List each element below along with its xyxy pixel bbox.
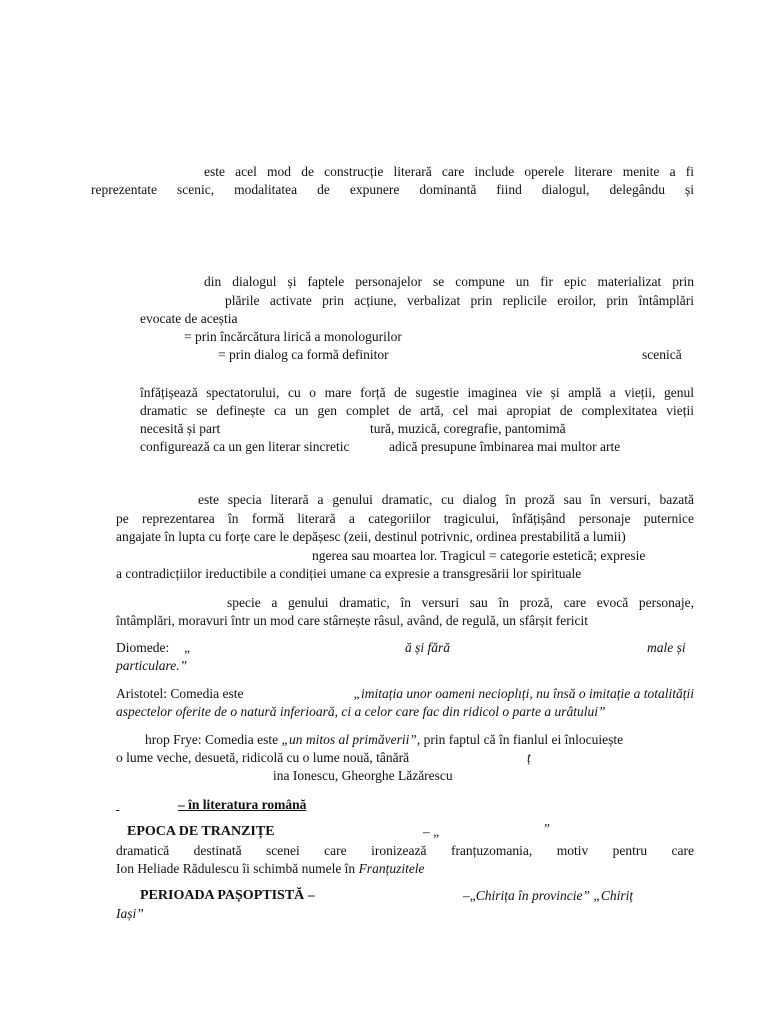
epoca-title: EPOCA DE TRANZIȚE [127,824,275,839]
aristotel-lead: Aristotel: Comedia este [116,686,244,701]
frye-line-3: ina Ionescu, Gheorghe Lăzărescu [273,768,453,783]
epoca-work-title: Franțuzitele [358,861,425,876]
heading-text: – în literatura română [178,797,307,812]
pasoptista-line-2: Iași” [116,906,144,921]
pasoptista-mid: –„ [463,888,476,903]
intro-line-2: reprezentate scenic, modalitatea de expunere dominantă fiind dialogul, delegându și [91,182,694,197]
epoca-line-3 [116,860,425,877]
features-line-4: = prin încărcătura lirică a monologurilor [184,329,402,344]
section-heading [116,796,306,813]
epoca-dash: – „ [423,824,440,839]
aristotel-quote: „imitația unor oameni necioplıți, nu însă o imitație a totalității [353,686,694,701]
art-line-3a: necesită și part [140,421,221,436]
pasoptista-work-1: Chirița în provincie [475,888,583,903]
frye-lead: hrop Frye: Comedia este [145,732,279,747]
art-line-4a: configurează ca un gen literar sincretic [140,439,350,454]
art-line-1: înfățișează spectatorului, cu o mare forță de sugestie imaginea vie și amplă a vieții, genul [140,385,694,400]
comedy-line-2: întâmplări, moravuri într un mod care stârnește râsul, având, de regulă, un sfârșit fericit [116,613,588,628]
art-line-2: dramatic se definește ca un gen complet de artă, cel mai apropiat de complexitatea vieții [140,403,694,418]
tragedy-line-4: ngerea sau moartea lor. Tragicul = categorie estetică; expresie [312,548,646,563]
frye-rest: , prin faptul că în fianlul ei înlocuiește [416,732,624,747]
frye-line-1 [145,731,623,748]
pasoptista-work-2: Chiriț [600,888,634,903]
diomede-quote-open: „ [184,640,192,655]
pasoptista-sep: ” „ [582,888,601,903]
aristotel-line-1 [116,685,694,702]
features-line-5-end: scenică [642,347,682,362]
epoca-line-3-text: Ion Heliade Rădulescu îi schimbă numele în [116,861,356,876]
tragedy-line-5: a contradicțiilor ireductibile a condiției umane ca expresie a transgresării lor spirituale [116,566,582,581]
art-line-4b: adică presupune îmbinarea mai multor arte [389,439,621,454]
epoca-line-2: dramatică destinată scenei care ironizează franțuzomania, motiv pentru care [116,843,694,858]
diomede-fragment-1: ă și fără [405,640,451,655]
tragedy-line-1: este specia literară a genului dramatic, cu dialog în proză sau în versuri, bazată [198,492,694,507]
tragedy-line-2: pe reprezentarea în formă literară a categoriilor tragicului, înfățișând personaje puternice [116,511,694,526]
diomede-name: Diomede: [116,640,170,655]
aristotel-line-2: aspectelor oferite de o natură inferioară, ci a celor care fac din ridicol o parte a urâtului” [116,704,606,719]
heading-underline-blank [116,796,178,813]
diomede-fragment-2: male și [647,640,686,655]
art-line-3b: tură, muzică, coregrafie, pantomimă [370,421,566,436]
diomede-line-2: particulare.” [116,658,188,673]
features-line-3: evocate de aceștia [140,311,238,326]
intro-line-1: este acel mod de construcție literară care include operele literare menite a fi [204,164,694,179]
features-line-5: = prin dialog ca formă definitor [218,347,389,362]
pasoptista-works [463,887,633,904]
tragedy-line-3: angajate în lupta cu forțe care le depășesc (zeii, destinul potrivnic, ordinea prestabilită a lumii) [116,529,626,544]
comedy-line-1: specie a genului dramatic, în versuri sau în proză, care evocă personaje, [227,595,694,610]
epoca-quote-close: ” [544,821,550,836]
features-line-1: din dialogul și faptele personajelor se compune un fir epic materializat prin [204,274,694,289]
features-line-2: plările activate prin acțiune, verbalizat prin replicile eroilor, prin întâmplări [225,293,694,308]
frye-line-2: o lume veche, desuetă, ridicolă cu o lume nouă, tânără [116,750,410,765]
frye-line-2-end: ț [527,750,531,765]
pasoptista-title: PERIOADA PAȘOPTISTĂ – [140,888,315,903]
frye-quote: „un mitos al primăverii” [281,732,417,747]
